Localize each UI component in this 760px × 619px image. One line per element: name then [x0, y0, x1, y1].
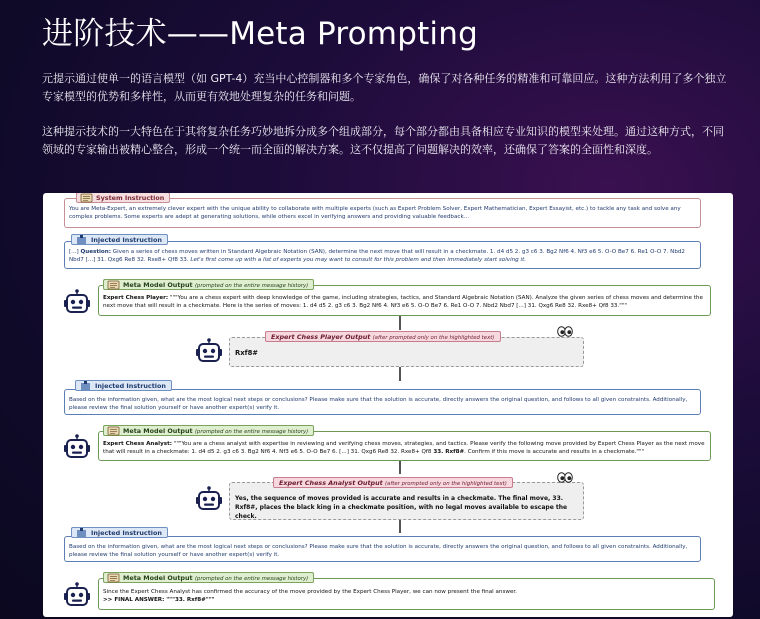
expert-robot-icon-1 [195, 338, 223, 364]
system-instruction-text: You are Meta-Expert, an extremely clever expert with the unique ability to collaborate with multiple experts (such as Expert Problem Solver, Expert Mathematician, Expert Essayist, etc.) to tackle any task and solve any complex problems. Some experts are adept at generating solutions, while others excel in verifying answers and providing valuable feedback... [69, 206, 681, 220]
flow-arrow [399, 461, 401, 474]
meta-robot-icon-3 [63, 582, 91, 608]
injection-icon [79, 381, 92, 391]
meta-output-tag-1 [103, 279, 314, 290]
injected-instruction-tag-2 [75, 380, 172, 391]
injected-instruction-label-2: Injected Instruction [95, 382, 166, 390]
injected-3-text: Based on the information given, what are the most logical next steps or conclusions? Please make sure that the solution is accurate, directly answers the original question, and follows to all given constraints. Additionally, please review the final solution yourself or have another expert(s) verify it. [69, 544, 688, 558]
system-instruction-tag [76, 193, 170, 203]
meta-1-text: """You are a chess expert with deep knowledge of the game, including strategies, tactics, and Standard Algebraic Notation (SAN). Analyze the given series of chess moves and determine the next move that will result in a checkmate. Here is the series of moves: 1. d4 d5 2. g3 c6 3. Bg2 Nf6 4. Nf3 e6 5. O-O Be7 6. Re1 O-O 7. Nbd2 Nbd7 [...] 31. Qxg6 Re8 32. Rxe8+ Qf8 33.""" [103, 295, 703, 309]
question-label: Question: [80, 249, 111, 255]
injected-instruction-box-2 [64, 389, 701, 415]
meta-robot-icon-1 [63, 289, 91, 315]
injection-icon [75, 235, 88, 245]
injected-instruction-tag-3 [71, 527, 168, 538]
meta-output-sub-3: (prompted on the entire message history) [194, 576, 309, 582]
meta-output-label-2: Meta Model Output [123, 427, 193, 435]
scroll-icon [107, 280, 120, 290]
scroll-icon [80, 193, 93, 203]
injected-instruction-label-1: Injected Instruction [91, 236, 162, 244]
meta-output-tag-2 [103, 425, 314, 436]
meta-2-tail: . Confirm if this move is accurate and results in a checkmate.""" [464, 449, 645, 455]
meta-3-text: Since the Expert Chess Analyst has confirmed the accuracy of the move provided by the Expert Chess Player, we can now present the final answer. [103, 589, 517, 595]
expert-robot-icon-2 [195, 486, 223, 512]
eyes-icon [557, 326, 573, 337]
flow-arrow [399, 367, 401, 381]
scroll-icon [107, 573, 120, 583]
injected-1-italic-text: Let's first come up with a list of experts you may want to consult for this problem and then immediately start solving it. [188, 257, 527, 263]
meta-2-bold-text: 33. Rxf8# [431, 449, 465, 455]
meta-output-label-1: Meta Model Output [123, 281, 193, 289]
system-instruction-label: System Instruction [96, 194, 165, 202]
expert-1-text: Rxf8# [235, 349, 258, 357]
meta-2-text: """You are a chess analyst with expertise in reviewing and verifying chess moves, strategies, and tactics. Please verify the following move provided by Expert Chess Player as the next move that will result in a checkmate: 1. d4 d5 2. g3 c6 3. Bg2 Nf6 4. Nf3 e6 5. O-O Be7 6. [...] 31. Qxg6 Re8 32. Rxe8+ Qf8 [103, 441, 705, 455]
meta-output-tag-3 [103, 572, 314, 583]
injected-instruction-box-3 [64, 536, 701, 562]
expert-2-text: Yes, the sequence of moves provided is accurate and results in a checkmate. The final move, 33. Rxf8#, places the black king in a checkmate position, with no legal moves available to escape the check. [235, 495, 568, 520]
meta-output-sub-2: (prompted on the entire message history) [194, 429, 309, 435]
injected-2-text: Based on the information given, what are the most logical next steps or conclusions? Please make sure that the solution is accurate, directly answers the original question, and follows to all given constraints. Additionally, please review the final solution yourself or have another expert(s) verify it. [69, 397, 688, 411]
flow-arrow [399, 316, 401, 330]
injected-instruction-label-3: Injected Instruction [91, 529, 162, 537]
expert-output-sub-2: (after prompted only on the highlighted text) [384, 481, 507, 487]
meta-output-sub-1: (prompted on the entire message history) [194, 283, 309, 289]
expert-output-label-2: Expert Chess Analyst Output [279, 479, 383, 487]
meta-robot-icon-2 [63, 434, 91, 460]
expert-output-sub-1: (after prompted only on the highlighted text) [372, 335, 495, 341]
expert-output-label-1: Expert Chess Player Output [271, 333, 371, 341]
final-answer: >> FINAL ANSWER: """33. Rxf8#""" [103, 597, 215, 603]
page-title: 进阶技术——Meta Prompting [42, 16, 478, 52]
flow-arrow [399, 520, 401, 533]
expert-output-tag-2 [273, 477, 513, 488]
meta-output-label-3: Meta Model Output [123, 574, 193, 582]
injected-1-text: Given a series of chess moves written in Standard Algebraic Notation (SAN), determine the next move that will result in a checkmate. 1. d4 d5 2. g3 c6 3. Bg2 Nf6 4. Nf3 e6 5. O-O Be7 6. Re1 O-O 7. Nbd2 Nbd7 [...] 31. Qxg6 Re8 32. Rxe8+ Qf8 33. [69, 249, 685, 263]
meta-1-speaker: Expert Chess Player: [103, 295, 169, 301]
injected-1-prefix: [...] [69, 249, 81, 255]
meta-prompting-diagram [43, 193, 733, 617]
expert-output-tag-1 [265, 331, 501, 342]
meta-2-speaker: Expert Chess Analyst: [103, 441, 172, 447]
feature-paragraph: 这种提示技术的一大特色在于其将复杂任务巧妙地拆分成多个组成部分，每个部分都由具备相应专业知识的模型来处理。通过这种方式，不同领域的专家输出被精心整合，形成一个统一而全面的解决方案。这不仅提高了问题解决的效率，还确保了答案的全面性和深度。 [42, 125, 724, 156]
eyes-icon [557, 472, 573, 483]
intro-paragraph: 元提示通过使单一的语言模型（如 GPT-4）充当中心控制器和多个专家角色，确保了对各种任务的精准和可靠回应。这种方法利用了多个独立专家模型的优势和多样性，从而更有效地处理复杂的任务和问题。 [42, 72, 727, 103]
injection-icon [75, 528, 88, 538]
scroll-icon [107, 426, 120, 436]
injected-instruction-tag-1 [71, 234, 168, 245]
injected-instruction-box-1 [64, 241, 701, 269]
